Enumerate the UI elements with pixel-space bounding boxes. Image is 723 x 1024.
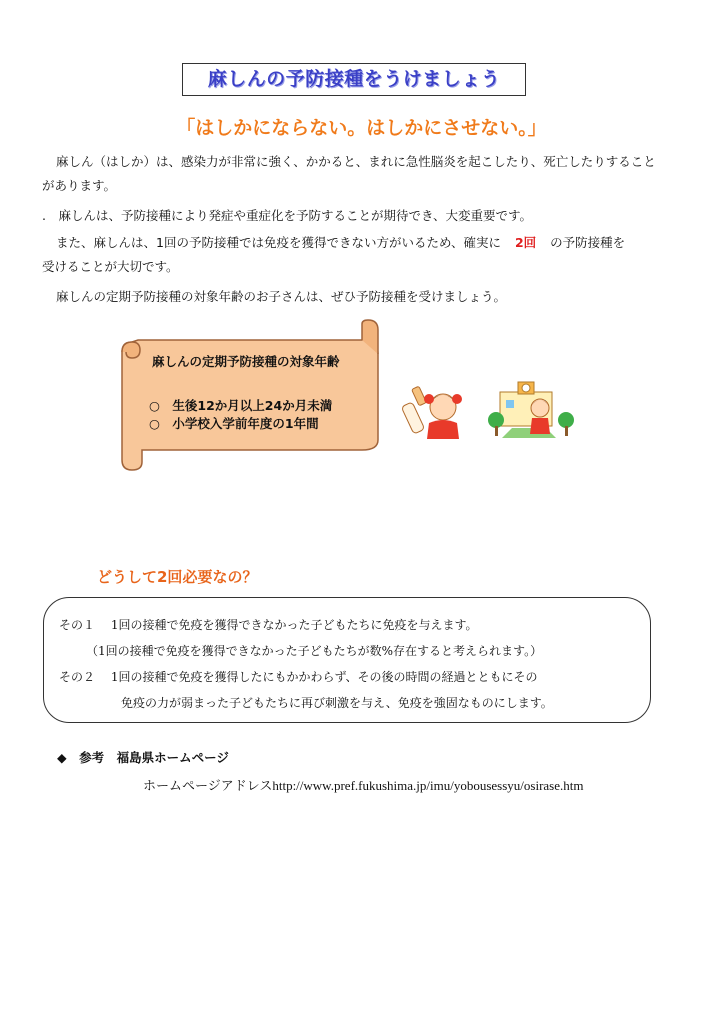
intro-p3-after: の予防接種を bbox=[550, 235, 626, 250]
student-face bbox=[531, 399, 549, 417]
tree-left-icon bbox=[488, 412, 504, 428]
tree-right-icon bbox=[558, 412, 574, 428]
intro-p1 bbox=[42, 150, 682, 198]
reference-label: ◆ 参考 福島県ホームページ bbox=[57, 750, 229, 765]
intro-p3 bbox=[42, 231, 682, 279]
hair-bow-right bbox=[452, 394, 462, 404]
two-times-highlight: 2回 bbox=[514, 235, 537, 250]
child-syringe-illustration bbox=[401, 383, 469, 443]
tree-left-trunk bbox=[495, 426, 498, 436]
child-face bbox=[430, 394, 456, 420]
school-window-1 bbox=[506, 400, 514, 408]
intro-p3-before: また、麻しんは、1回の予防接種では免疫を獲得できない方がいるため、確実に bbox=[56, 235, 501, 250]
subtitle: 「はしかにならない。はしかにさせない。」 bbox=[176, 117, 547, 139]
intro-p2: . 麻しんは、予防接種により発症や重症化を予防することが期待でき、大変重要です。 bbox=[42, 208, 532, 223]
scroll-item-age-2: ○ 小学校入学前年度の1年間 bbox=[149, 416, 319, 431]
reference-url[interactable]: ホームページアドレスhttp://www.pref.fukushima.jp/imu/yobousessyu/osirase.htm bbox=[143, 778, 584, 793]
hair-bow-left bbox=[424, 394, 434, 404]
clock-icon bbox=[522, 384, 530, 392]
scroll-item-age-1: ○ 生後12か月以上24か月未満 bbox=[149, 398, 333, 413]
tree-right-trunk bbox=[565, 426, 568, 436]
why-two-heading: どうして2回必要なの？ bbox=[97, 568, 258, 586]
school-bag bbox=[530, 418, 550, 434]
school-child-illustration bbox=[486, 378, 576, 446]
title-box bbox=[182, 63, 526, 96]
reason-1-line: その１ 1回の接種で免疫を獲得できなかった子どもたちに免疫を与えます。 bbox=[59, 618, 478, 632]
reason-2-continuation: 免疫の力が弱まった子どもたちに再び刺激を与え、免疫を強固なものにします。 bbox=[121, 696, 553, 710]
page-title: 麻しんの予防接種をうけましょう bbox=[207, 68, 501, 90]
child-dress bbox=[427, 420, 459, 439]
intro-p4: 麻しんの定期予防接種の対象年齢のお子さんは、ぜひ予防接種を受けましょう。 bbox=[56, 289, 507, 304]
scroll-heading: 麻しんの定期予防接種の対象年齢 bbox=[152, 354, 340, 369]
reason-2-line: その２ 1回の接種で免疫を獲得したにもかかわらず、その後の時間の経過とともにその bbox=[59, 670, 538, 684]
intro-p1-line2: があります。 bbox=[42, 178, 117, 193]
syringe-icon bbox=[401, 386, 426, 434]
scroll-illustration bbox=[116, 318, 384, 472]
intro-p3-line2: 受けることが大切です。 bbox=[42, 259, 179, 274]
reason-1-note: （1回の接種で免疫を獲得できなかった子どもたちが数%存在すると考えられます。） bbox=[80, 644, 543, 658]
intro-p1-line1: 麻しん（はしか）は、感染力が非常に強く、かかると、まれに急性脳炎を起こしたり、死亡したりすること bbox=[56, 154, 656, 169]
